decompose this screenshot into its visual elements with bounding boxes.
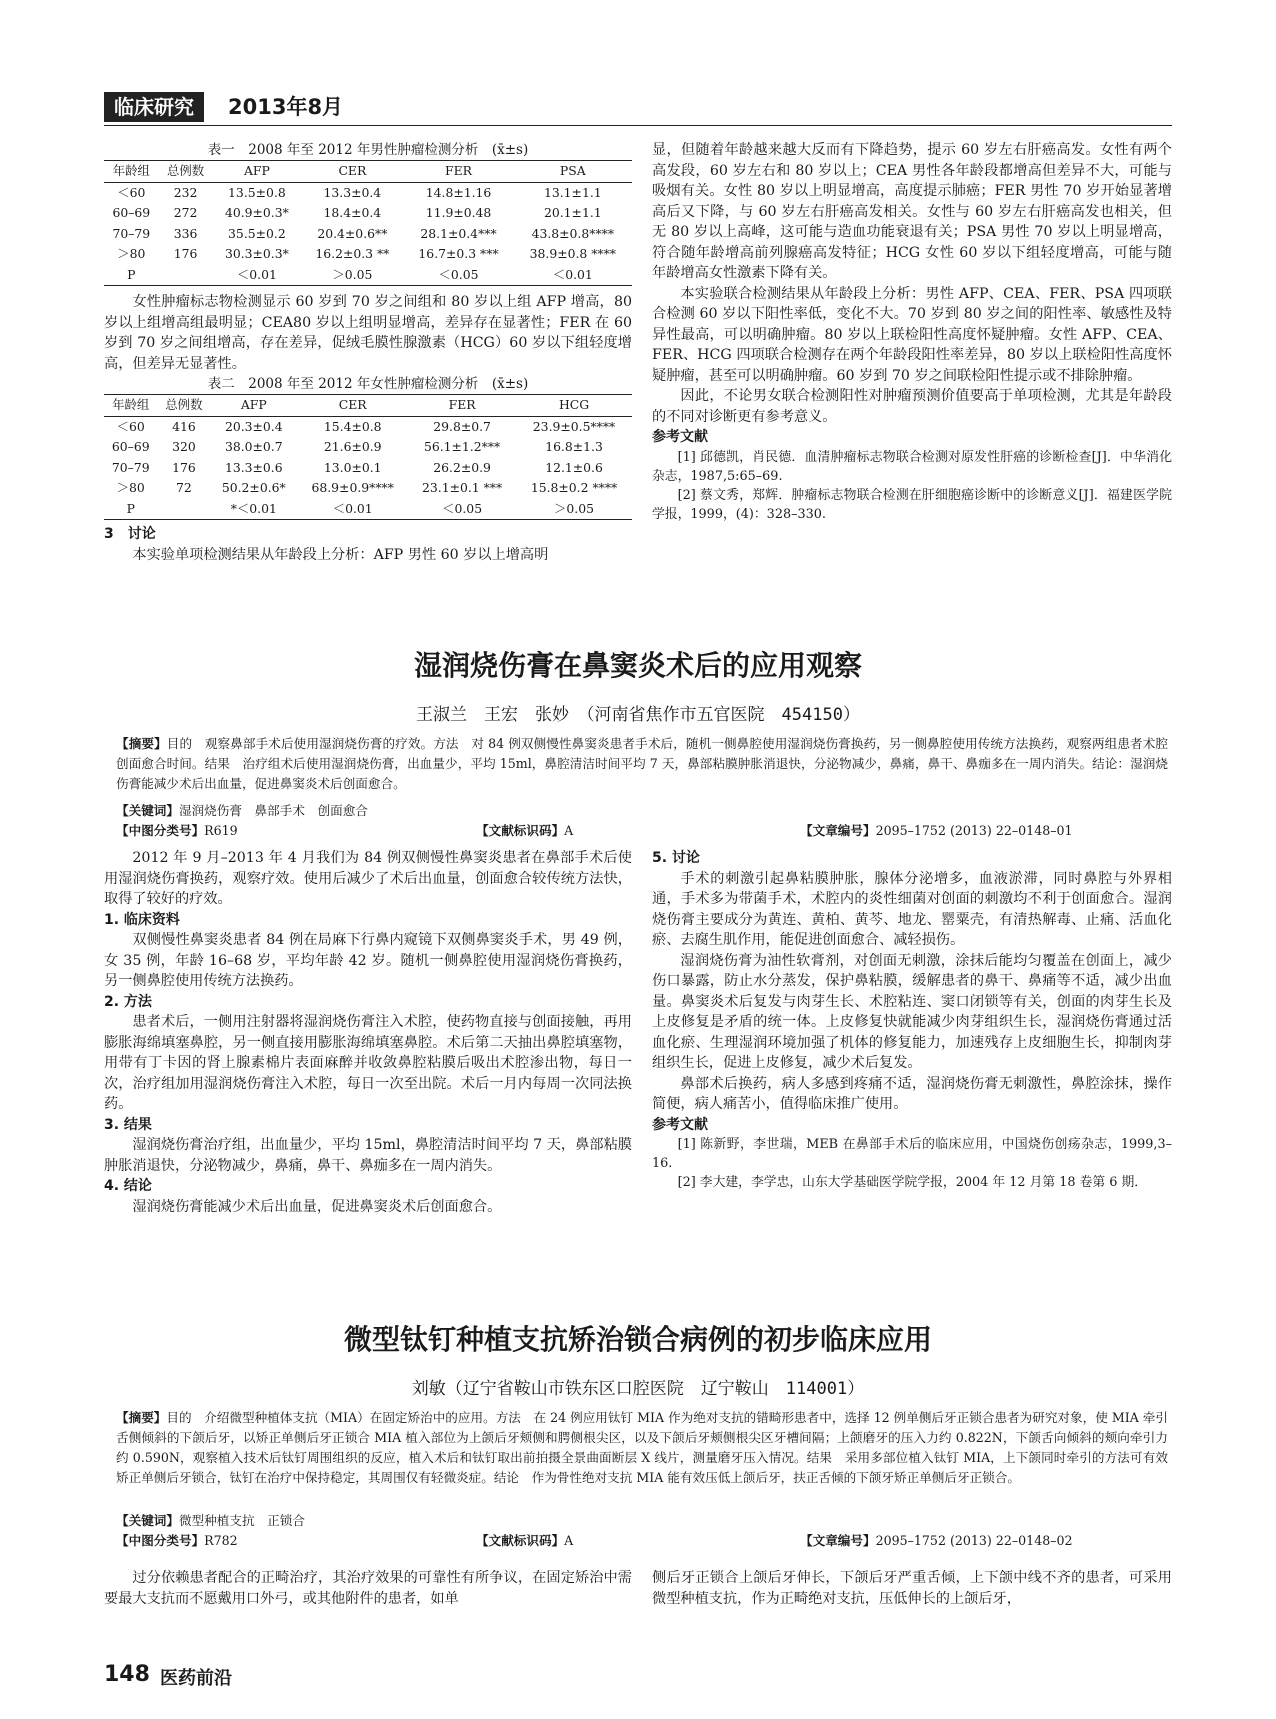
- clc-label: 【中图分类号】: [116, 1533, 205, 1548]
- article-number-label: 【文章编号】: [800, 1533, 876, 1548]
- table-cell: *＜0.01: [210, 499, 297, 520]
- table-cell: 23.1±0.1 ***: [421, 480, 503, 495]
- table-cell: 14.8±1.16: [425, 184, 492, 200]
- table-cell: ＜60: [116, 418, 145, 434]
- doc-code-value: A: [564, 823, 574, 838]
- keywords-text: 湿润烧伤膏 鼻部手术 创面愈合: [178, 803, 368, 818]
- table-cell: 70–79: [111, 459, 150, 475]
- table-row: [104, 416, 632, 437]
- abstract-text: 目的 观察鼻部手术后使用湿润烧伤膏的疗效。方法 对 84 例双侧慢性鼻窦炎患者手术后，随机一侧鼻腔使用湿润烧伤膏换药，另一侧鼻腔使用传统方法换药，观察两组患者术腔创面愈合时间。结果 治疗组术后使用湿润烧伤膏，出血量少，平均 15ml，鼻腔清洁时间平均 7 天，鼻部粘膜肿胀消退快，分泌物减少，鼻痛，鼻干、鼻痂多在一周内消失。结论：湿润烧伤膏能减少术后出血量，促进鼻窦炎术后创面愈合。: [116, 736, 1168, 791]
- table-header-cell: 总例数: [159, 161, 213, 183]
- article-number-value: 2095–1752 (2013) 22–0148–01: [875, 823, 1073, 838]
- paragraph: 侧后牙正锁合上颌后牙伸长，下颌后牙严重舌倾，上下颌中线不齐的患者，可采用微型种植支抗，作为正畸绝对支抗，压低伸长的上颌后牙，: [652, 1570, 1172, 1607]
- references-heading: 参考文献: [652, 429, 708, 445]
- table-cell: [159, 265, 213, 286]
- doc-code-label: 【文献标识码】: [476, 1533, 565, 1548]
- table-cell: 13.5±0.8: [228, 184, 286, 200]
- table-cell: ＜60: [117, 184, 146, 200]
- table-cell: 20.4±0.6**: [317, 225, 388, 241]
- table-cell: 50.2±0.6*: [221, 480, 286, 495]
- table-header-cell: AFP: [212, 161, 301, 183]
- article1-right-column: [652, 140, 1172, 524]
- article2-right-column: [652, 848, 1172, 1192]
- table-cell: 29.8±0.7: [433, 418, 491, 434]
- table-cell: 38.0±0.7: [224, 439, 283, 454]
- table-cell: 13.0±0.1: [323, 459, 382, 475]
- table-row: [104, 458, 632, 479]
- article-number-label: 【文章编号】: [800, 823, 876, 838]
- paragraph: 2012 年 9 月–2013 年 4 月我们为 84 例双侧慢性鼻窦炎患者在鼻部手术后使用湿润烧伤膏换药，观察疗效。使用后减少了术后出血量，创面愈合较传统方法快，取得了较好的疗效。: [104, 850, 632, 907]
- table-cell: 26.2±0.9: [433, 459, 491, 475]
- table-cell: 320: [172, 439, 196, 454]
- keywords-text: 微型种植支抗 正锁合: [178, 1513, 305, 1528]
- table2: [104, 394, 632, 520]
- table-cell: 21.6±0.9: [323, 439, 382, 454]
- table-cell: 13.3±0.4: [323, 184, 382, 200]
- table-row: [104, 265, 632, 286]
- table-header-cell: AFP: [210, 395, 297, 417]
- article3-authors: 刘敏（辽宁省鞍山市铁东区口腔医院 辽宁鞍山 114001）: [411, 1379, 865, 1399]
- article2-abstract: [116, 734, 1168, 794]
- keywords-label: 【关键词】: [116, 1513, 179, 1528]
- paragraph: 因此，不论男女联合检测阳性对肿瘤预测价值要高于单项检测，尤其是年龄段的不同对诊断更有参考意义。: [652, 388, 1172, 425]
- paragraph: 本实验联合检测结果从年龄段上分析：男性 AFP、CEA、FER、PSA 四项联合检测 60 岁以下阳性率低，变化不大。70 岁到 80 岁之间的阳性率、敏感性及特异性最高，可以明确肿瘤。80 岁以上联检阳性高度怀疑肿瘤。女性 AFP、CEA、FER、HCG 四项联合检测存在两个年龄段阳性率差异，80 岁以上联检阳性高度怀疑肿瘤，甚至可以明确肿瘤。60 岁到 70 岁之间联检阳性提示或不排除肿瘤。: [652, 285, 1172, 384]
- paragraph: 女性肿瘤标志物检测显示 60 岁到 70 岁之间组和 80 岁以上组 AFP 增高，80 岁以上组增高组最明显；CEA80 岁以上组明显增高，差异存在显著性；FER 在 60 岁到 70 岁之间组增高，存在差异，促绒毛膜性腺激素（HCG）60 岁以下组轻度增高，但差异无显著性。: [104, 294, 632, 372]
- issue-date: 2013年8月: [228, 95, 344, 119]
- table-cell: ＞0.05: [516, 499, 632, 520]
- article-number-value: 2095–1752 (2013) 22–0148–02: [875, 1533, 1073, 1548]
- article3-doc-code: [476, 1531, 573, 1551]
- table-cell: 60–69: [112, 205, 151, 220]
- table-cell: ＞80: [117, 246, 146, 261]
- table-cell: 16.8±1.3: [545, 439, 603, 454]
- article3-clc: [116, 1531, 238, 1551]
- article2-left-column: [104, 848, 632, 1217]
- table-cell: 232: [173, 184, 198, 200]
- clc-label: 【中图分类号】: [116, 823, 205, 838]
- doc-code-label: 【文献标识码】: [476, 823, 565, 838]
- table-cell: 13.3±0.6: [224, 459, 283, 475]
- article2-keywords: [116, 801, 368, 821]
- table-cell: 68.9±0.9****: [311, 480, 394, 495]
- abstract-label: 【摘要】: [116, 1410, 167, 1425]
- article2-authors: 王淑兰 王宏 张妙 （河南省焦作市五官医院 454150）: [416, 705, 860, 725]
- table-cell: ＜0.05: [403, 265, 513, 286]
- paragraph: 双侧慢性鼻窦炎患者 84 例在局麻下行鼻内窥镜下双侧鼻窦炎手术，男 49 例，女 35 例，年龄 16–68 岁，平均年龄 42 岁。随机一侧鼻腔使用湿润烧伤膏换药，另一侧鼻腔使用传统方法换药。: [104, 932, 632, 989]
- table-cell: 16.7±0.3 ***: [418, 246, 499, 261]
- table-header-cell: 总例数: [158, 395, 211, 417]
- reference-item: [2] 李大建，李学忠，山东大学基础医学院学报，2004 年 12 月第 18 卷第 6 期．: [677, 1175, 1148, 1190]
- table-cell: 15.8±0.2 ****: [530, 480, 618, 495]
- table-cell: ＜0.01: [297, 499, 408, 520]
- article2-title: 湿润烧伤膏在鼻窦炎术后的应用观察: [413, 649, 862, 682]
- table-cell: 28.1±0.4***: [420, 225, 497, 241]
- table-cell: 72: [176, 480, 192, 495]
- table-cell: ＜0.05: [408, 499, 516, 520]
- table-cell: 56.1±1.2***: [423, 439, 501, 454]
- table-cell: 30.3±0.3*: [224, 246, 289, 261]
- page-number: 148: [104, 1662, 150, 1687]
- table-cell: 20.1±1.1: [543, 205, 602, 220]
- table-cell: ＜0.01: [212, 265, 301, 286]
- table-header-cell: 年龄组: [104, 395, 158, 417]
- table-header-cell: 年龄组: [104, 161, 159, 183]
- table-cell: 70–79: [112, 225, 151, 241]
- table-cell: 336: [173, 225, 198, 241]
- table-cell: 23.9±0.5****: [532, 418, 616, 434]
- table-row: [104, 224, 632, 245]
- paragraph: 湿润烧伤膏为油性软膏剂，对创面无刺激，涂抹后能均匀覆盖在创面上，减少伤口暴露，防止水分蒸发，保护鼻粘膜，缓解患者的鼻干、鼻痛等不适，减少出血量。鼻窦炎术后复发与肉芽生长、术腔粘连、窦口闭锁等有关，创面的肉芽生长及上皮修复是矛盾的统一体。上皮修复快就能减少肉芽组织生长，湿润烧伤膏通过活血化瘀、生理湿润环境加强了机体的修复能力，加速残存上皮细胞生长，抑制肉芽组织生长，促进上皮修复，减少术后复发。: [652, 952, 1172, 1071]
- section-heading: 3 讨论: [104, 526, 156, 542]
- article3-title: 微型钛钉种植支抗矫治锁合病例的初步临床应用: [343, 1323, 932, 1356]
- table-row: [104, 478, 632, 499]
- table-cell: 40.9±0.3*: [224, 205, 289, 220]
- table-row: [104, 244, 632, 265]
- section-heading: 2. 方法: [104, 993, 152, 1010]
- table-cell: ＜0.01: [514, 265, 632, 286]
- abstract-label: 【摘要】: [116, 736, 167, 751]
- article3-left-column: [104, 1568, 632, 1609]
- clc-value: R619: [204, 823, 238, 838]
- table-row: [104, 437, 632, 458]
- table-cell: 176: [173, 246, 198, 261]
- table-cell: 35.5±0.2: [228, 225, 286, 241]
- table1: [104, 160, 632, 286]
- article2-clc: [116, 821, 238, 841]
- section-heading: 4. 结论: [104, 1178, 152, 1194]
- keywords-label: 【关键词】: [116, 803, 179, 818]
- table-cell: 43.8±0.8****: [531, 225, 615, 241]
- reference-item: [1] 陈新野，李世瑞，MEB 在鼻部手术后的临床应用，中国烧伤创疡杂志，1999,3–16.: [652, 1137, 1172, 1171]
- article2-doc-code: [476, 821, 573, 841]
- table-cell: 20.3±0.4: [224, 418, 283, 434]
- table-cell: 15.4±0.8: [323, 418, 382, 434]
- table-row: [104, 203, 632, 224]
- article2-article-number: [800, 821, 1073, 841]
- table1-caption: 表一 2008 年至 2012 年男性肿瘤检测分析 (x̄±s): [207, 142, 529, 158]
- section-heading: 5. 讨论: [652, 850, 700, 866]
- paragraph: 手术的刺激引起鼻粘膜肿胀，腺体分泌增多，血液淤滞，同时鼻腔与外界相通，手术多为带菌手术，术腔内的炎性细菌对创面的刺激均不利于创面愈合。湿润烧伤膏主要成分为黄连、黄柏、黄芩、地龙、罂粟壳，有清热解毒、止痛、活血化瘀、去腐生肌作用，能促进创面愈合、减轻损伤。: [652, 870, 1172, 948]
- abstract-text: 目的 介绍微型种植体支抗（MIA）在固定矫治中的应用。方法 在 24 例应用钛钉 MIA 作为绝对支抗的错畸形患者中，选择 12 例单侧后牙正锁合患者为研究对象，使 MIA 牵引舌侧倾斜的下颌后牙，以矫正单侧后牙正锁合 MIA 植入部位为上颌后牙颊侧和腭侧根尖区，以及下颌后牙颊侧根尖区牙槽间隔；上颌磨牙的压入力约 0.822N，下颌舌向倾斜的颊向牵引力约 0.590N，观察植入技术后钛钉周围组织的反应，植入术后和钛钉取出前拍摄全景曲面断层 X 线片，测量磨牙压入情况。结果 采用多部位植入钛钉 MIA，上下颌同时牵引的方法可有效矫正单侧后牙锁合，钛钉在治疗中保持稳定，其周围仅有轻微炎症。结论 作为骨性绝对支抗 MIA 能有效压低上颌后牙，扶正舌倾的下颌牙矫正单侧后牙正锁合。: [116, 1410, 1168, 1485]
- paragraph: 患者术后，一侧用注射器将湿润烧伤膏注入术腔，使药物直接与创面接触，再用膨胀海绵填塞鼻腔，另一侧直接用膨胀海绵填塞鼻腔。术后第二天抽出鼻腔填塞物，用带有丁卡因的肾上腺素棉片表面麻醉并收敛鼻腔粘膜后吸出术腔渗出物，每日一次，治疗组加用湿润烧伤膏注入术腔，每日一次至出院。术后一月内每周一次同法换药。: [104, 1014, 632, 1112]
- table-cell: 60–69: [111, 439, 150, 454]
- article3-keywords: [116, 1511, 305, 1531]
- table-cell: 18.4±0.4: [323, 205, 382, 220]
- table2-caption: 表二 2008 年至 2012 年女性肿瘤检测分析 (x̄±s): [207, 376, 529, 392]
- section-badge: 临床研究: [104, 92, 204, 122]
- table-cell: 16.2±0.3 **: [315, 246, 390, 261]
- references-heading: 参考文献: [652, 1116, 708, 1133]
- table-row: [104, 182, 632, 203]
- reference-item: [1] 邱德凯，肖民德．血清肿瘤标志物联合检测对原发性肝癌的诊断检查[J]．中华消化杂志，1987,5:65–69.: [652, 449, 1172, 484]
- table-header-cell: FER: [408, 395, 516, 417]
- article3-article-number: [800, 1531, 1073, 1551]
- paragraph: 湿润烧伤膏治疗组，出血量少，平均 15ml，鼻腔清洁时间平均 7 天，鼻部粘膜肿胀消退快，分泌物减少，鼻痛，鼻干、鼻痂多在一周内消失。: [104, 1137, 632, 1174]
- table-header-cell: PSA: [514, 161, 632, 183]
- article3-abstract: [116, 1408, 1168, 1488]
- paragraph: 湿润烧伤膏能减少术后出血量，促进鼻窦炎术后创面愈合。: [132, 1198, 502, 1215]
- table-cell: 11.9±0.48: [425, 205, 492, 220]
- table-header-cell: HCG: [516, 395, 632, 417]
- table-header-cell: CER: [301, 161, 403, 183]
- table-cell: [158, 499, 211, 520]
- clc-value: R782: [204, 1533, 238, 1548]
- section-heading: 1. 临床资料: [104, 911, 180, 928]
- paragraph: 过分依赖患者配合的正畸治疗，其治疗效果的可靠性有所争议，在固定矫治中需要最大支抗而不愿戴用口外弓，或其他附件的患者，如单: [104, 1570, 632, 1607]
- table-row: [104, 499, 632, 520]
- table-cell: ＞0.05: [301, 265, 403, 286]
- paragraph: 鼻部术后换药，病人多感到疼痛不适，湿润烧伤膏无刺激性，鼻腔涂抹，操作简便，病人痛苦小，值得临床推广使用。: [652, 1075, 1172, 1112]
- paragraph: 本实验单项检测结果从年龄段上分析：AFP 男性 60 岁以上增高明: [132, 546, 549, 563]
- table-cell: 38.9±0.8 ****: [529, 246, 617, 261]
- table-cell: P: [104, 499, 158, 520]
- article1-left-column: [104, 140, 632, 565]
- paragraph: 显，但随着年龄越来越大反而有下降趋势，提示 60 岁左右肝癌高发。女性有两个高发段，60 岁左右和 80 岁以上；CEA 男性各年龄段都增高但差异不大，可能与吸烟有关。女性 80 岁以上明显增高，高度提示肺癌；FER 男性 70 岁开始显著增高后又下降，与 60 岁左右肝癌高发相关。女性与 60 岁左右肝癌高发也相关，但无 80 岁以上高峰，这可能与造血功能衰退有关；PSA 男性 70 岁以上明显增高，符合随年龄增高前列腺癌高发特征；HCG 女性 60 岁以下组轻度增高，可能与随年龄增高女性激素下降有关。: [652, 142, 1172, 281]
- table-cell: ＞80: [116, 480, 145, 495]
- table-cell: 416: [172, 418, 196, 434]
- table-cell: 13.1±1.1: [543, 184, 602, 200]
- table-cell: 12.1±0.6: [545, 459, 603, 475]
- header-rule: [104, 125, 1172, 126]
- article3-right-column: [652, 1568, 1172, 1609]
- table-header-cell: FER: [403, 161, 513, 183]
- journal-name: 医药前沿: [160, 1668, 232, 1689]
- reference-item: [2] 蔡文秀，郑辉．肿瘤标志物联合检测在肝细胞癌诊断中的诊断意义[J]．福建医学院学报，1999，(4)：328–330.: [652, 487, 1172, 522]
- table-cell: 176: [172, 459, 196, 475]
- doc-code-value: A: [564, 1533, 574, 1548]
- section-heading: 3. 结果: [104, 1116, 152, 1133]
- table-cell: 272: [173, 205, 198, 220]
- table-header-cell: CER: [297, 395, 408, 417]
- table-cell: P: [104, 265, 159, 286]
